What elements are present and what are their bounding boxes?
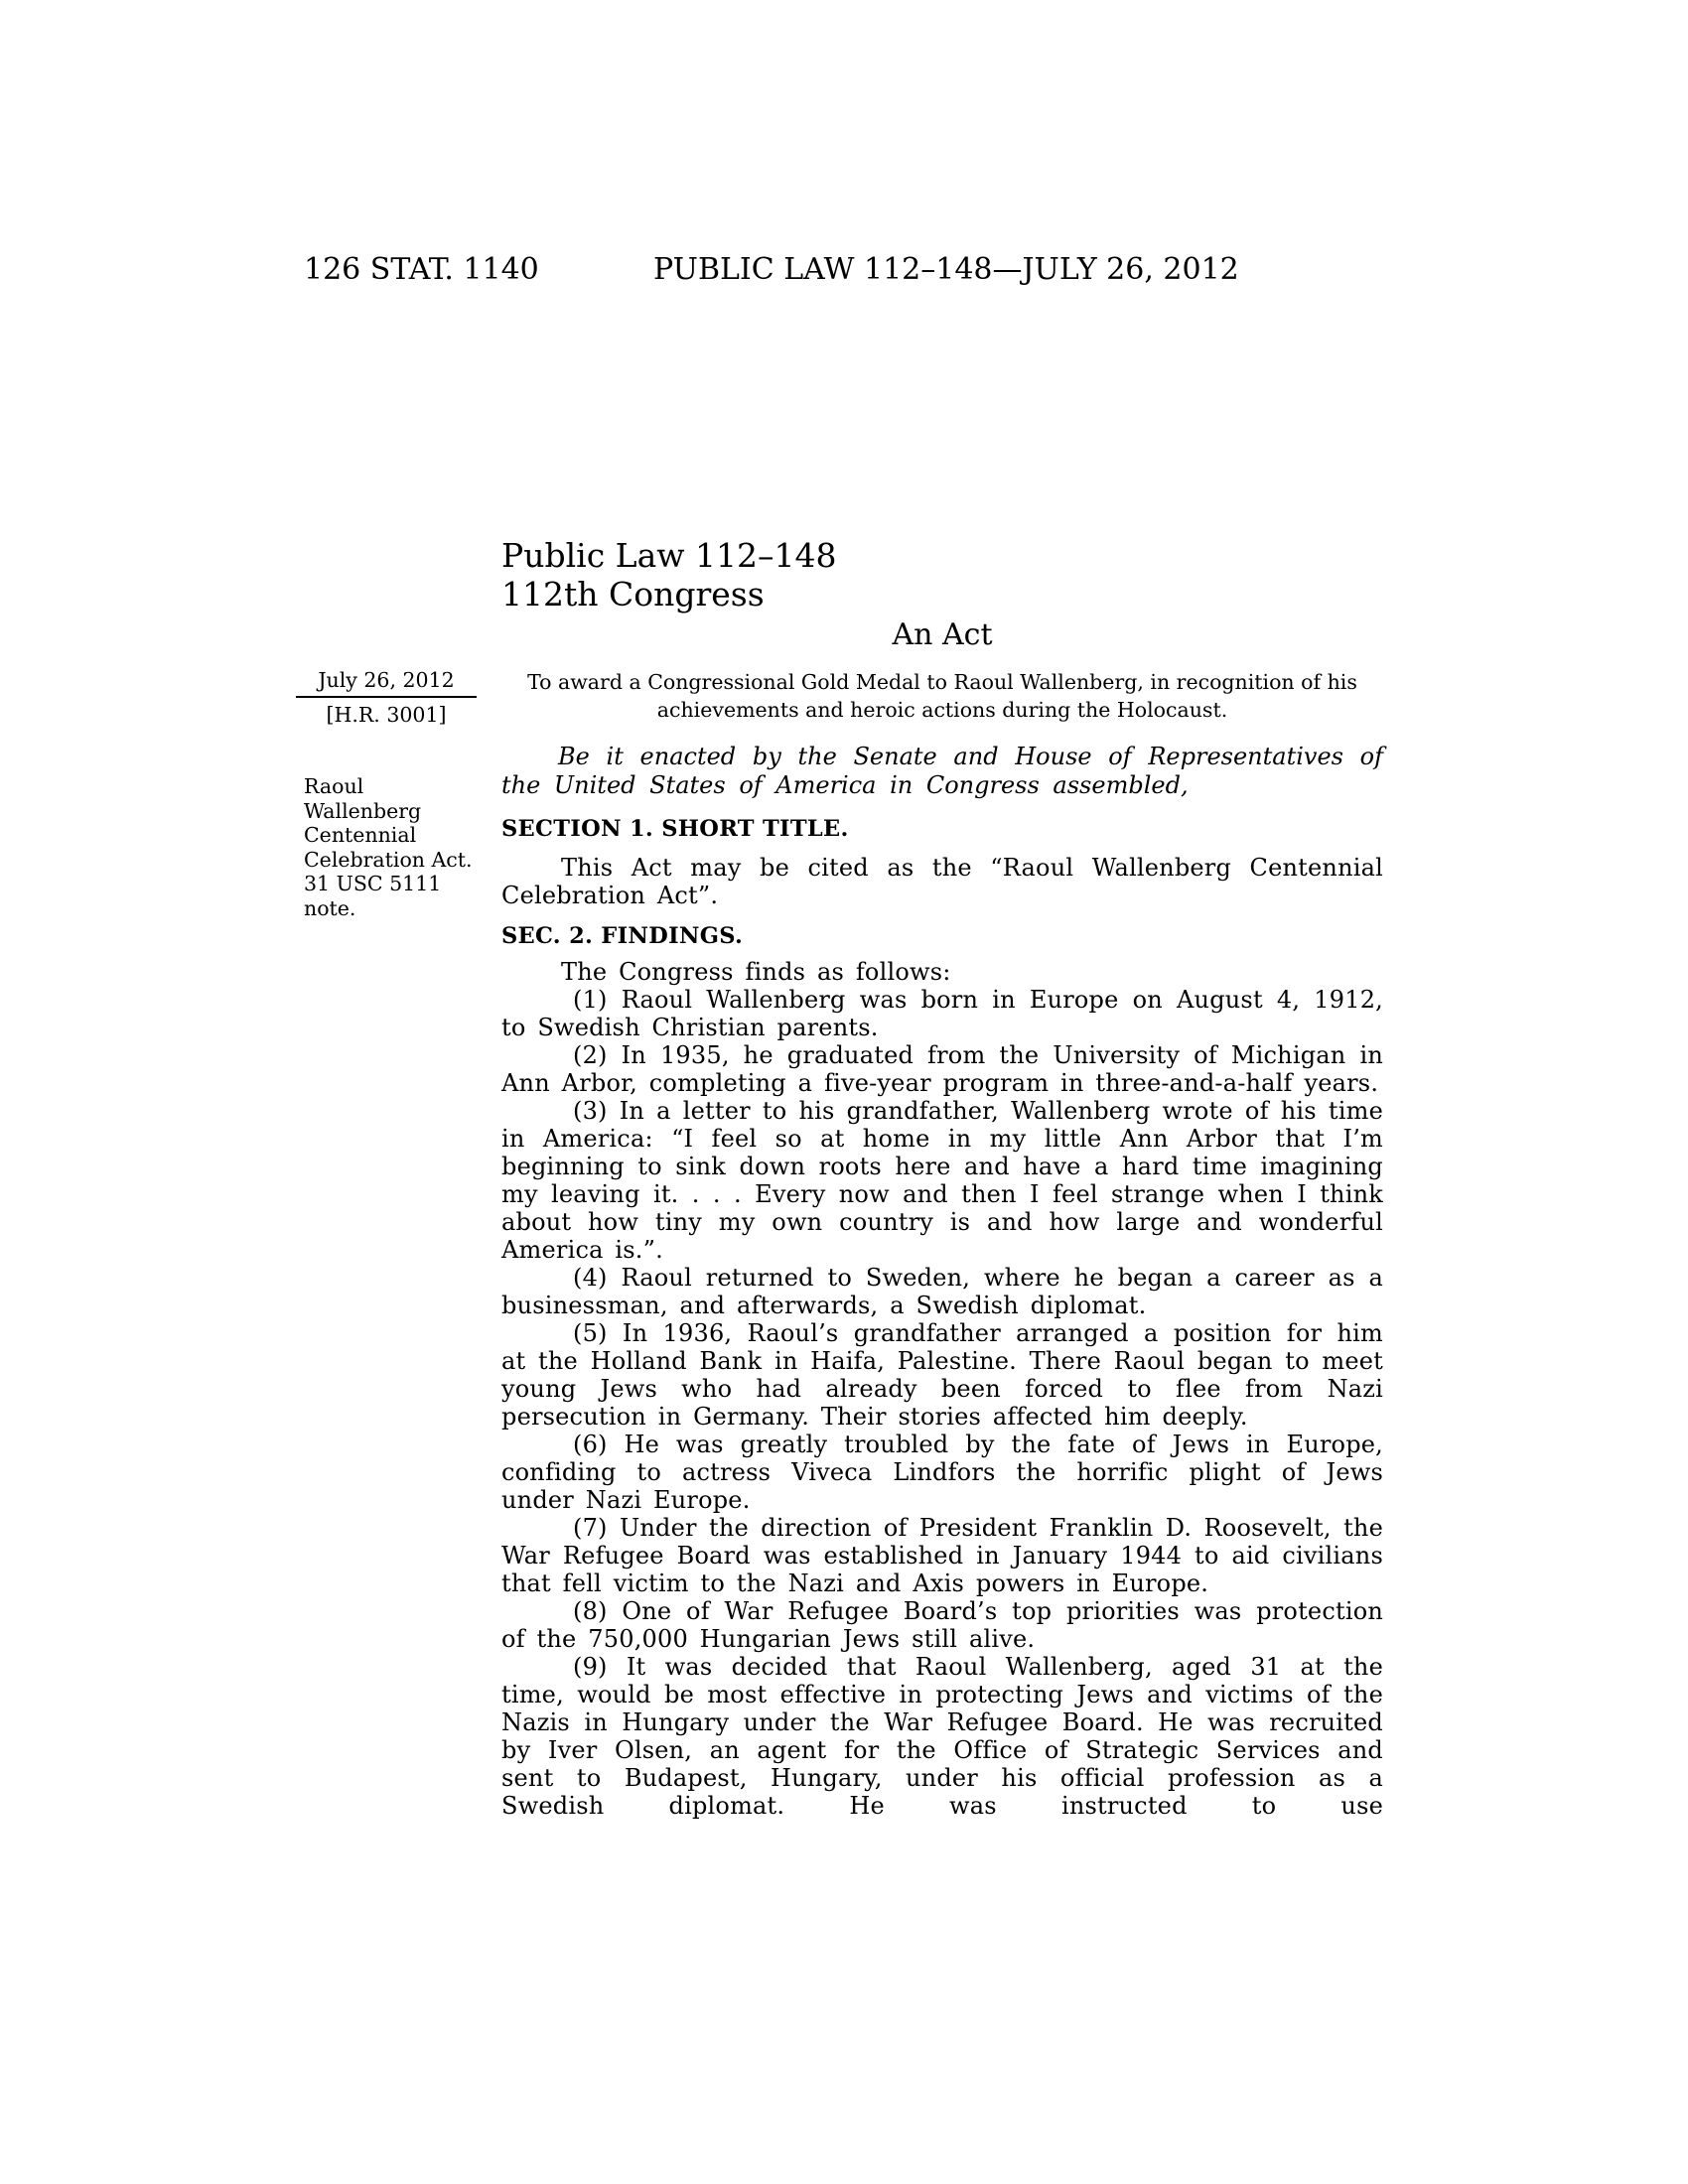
section2-heading: SEC. 2. FINDINGS. — [501, 923, 744, 949]
finding-item-8: (8) One of War Refugee Board’s top priorities was protection of the 750,000 Hungarian Jews still alive. — [501, 1597, 1383, 1653]
finding-item-4: (4) Raoul returned to Sweden, where he began a career as a businessman, and afterwards, a Swedish diplomat. — [501, 1264, 1383, 1319]
enacting-clause: Be it enacted by the Senate and House of Representatives of the United States of America in Congress assembled, — [501, 743, 1383, 799]
margin-notes — [304, 774, 492, 920]
congress-number: 112th Congress — [501, 575, 765, 614]
enactment-date: July 26, 2012 — [318, 668, 455, 692]
margin-note-line: Wallenberg — [304, 798, 422, 823]
margin-note-line: 31 USC 5111 — [304, 872, 442, 895]
finding-item-6: (6) He was greatly troubled by the fate of Jews in Europe, confiding to actress Viveca Lindfors the horrific plight of Jews under Nazi Europe. — [501, 1431, 1383, 1514]
finding-item-9: (9) It was decided that Raoul Wallenberg, aged 31 at the time, would be most effective in protecting Jews and victims of the Nazis in Hungary under the War Refugee Board. He was recruited by Iver Olsen, an agent for the Office of Strategic Services and sent to Budapest, Hungary, under his official profession as a Swedish diplomat. He was instructed to use — [501, 1653, 1383, 1820]
finding-item-3: (3) In a letter to his grandfather, Wallenberg wrote of his time in America: “I feel so at home in my little Ann Arbor that I’m beginning to sink down roots here and have a hard time imagining my leaving it. . . . Every now and then I feel strange when I think about how tiny my own country is and how large and wonderful America is.”. — [501, 1097, 1383, 1264]
act-purpose: To award a Congressional Gold Medal to Raoul Wallenberg, in recognition of his achievements and heroic actions during the Holocaust. — [527, 670, 1357, 722]
margin-note-line: note. — [304, 895, 356, 920]
bill-number: [H.R. 3001] — [326, 703, 447, 727]
finding-item-7: (7) Under the direction of President Franklin D. Roosevelt, the War Refugee Board was established in January 1944 to aid civilians that fell victim to the Nazi and Axis powers in Europe. — [501, 1514, 1383, 1597]
margin-note-line: Raoul — [304, 774, 364, 798]
finding-item-2: (2) In 1935, he graduated from the University of Michigan in Ann Arbor, completing a five-year program in three-and-a-half years. — [501, 1041, 1383, 1097]
section1-heading: SECTION 1. SHORT TITLE. — [501, 816, 849, 842]
running-law-title: PUBLIC LAW 112–148—JULY 26, 2012 — [653, 252, 1239, 287]
finding-item-5: (5) In 1936, Raoul’s grandfather arranged a position for him at the Holland Bank in Haifa, Palestine. There Raoul began to meet young Jews who had already been forced to flee from Nazi persecution in Germany. Their stories affected him deeply. — [501, 1319, 1383, 1431]
margin-date-block — [296, 667, 477, 728]
margin-note-line: Centennial — [304, 823, 417, 847]
public-law-number: Public Law 112–148 — [501, 536, 837, 575]
margin-rule — [296, 696, 477, 698]
stat-page-number: 126 STAT. 1140 — [304, 252, 539, 287]
section1-text: This Act may be cited as the “Raoul Wallenberg Centennial Celebration Act”. — [501, 854, 1383, 909]
margin-note-line: Celebration Act. — [304, 847, 473, 872]
findings-intro: The Congress finds as follows: — [561, 958, 951, 986]
an-act-heading: An Act — [892, 617, 993, 652]
findings-block — [501, 958, 1383, 1820]
finding-item-1: (1) Raoul Wallenberg was born in Europe on August 4, 1912, to Swedish Christian parents. — [501, 986, 1383, 1041]
running-header — [0, 252, 1688, 288]
title-block — [501, 536, 836, 614]
